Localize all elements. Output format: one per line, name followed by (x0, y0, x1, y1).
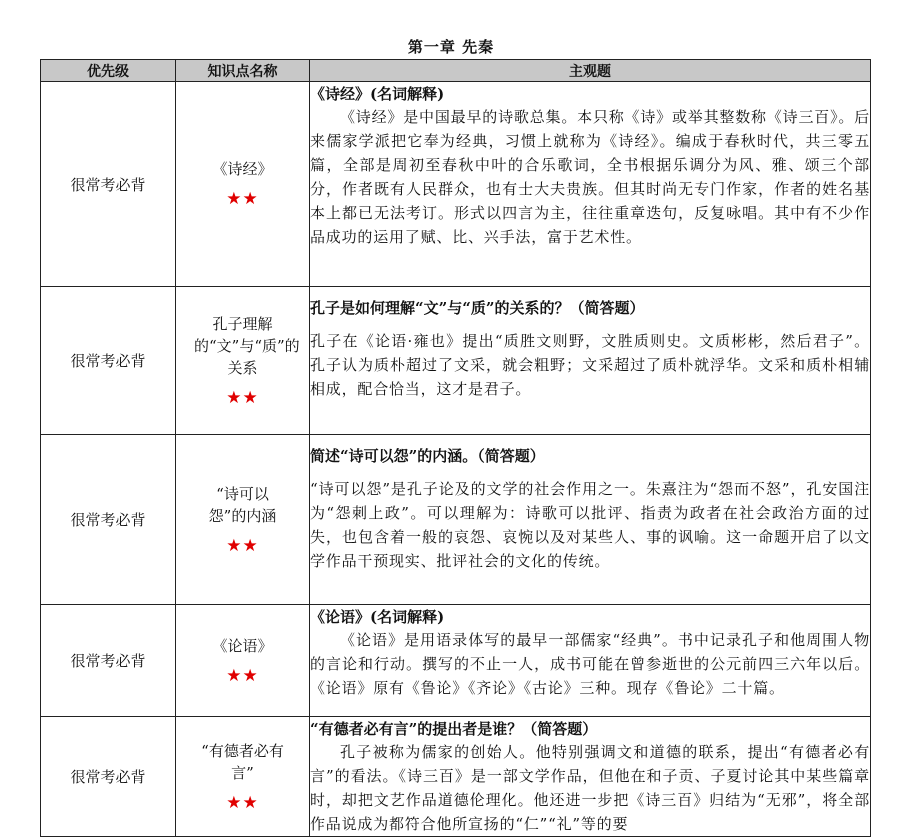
question-title: 《诗经》(名词解释) (310, 85, 445, 103)
star-rating: ★★ (226, 189, 259, 209)
knowledge-table (40, 59, 871, 837)
header-subjective: 主观题 (310, 60, 871, 82)
table-row (41, 605, 871, 717)
chapter-title: 第一章 先秦 (407, 38, 495, 56)
topic-cell (176, 435, 310, 605)
table-row (41, 287, 871, 435)
topic-name: “诗可以怨”的内涵 (208, 484, 277, 525)
priority-cell: 很常考必背 (41, 82, 176, 287)
star-rating: ★★ (226, 387, 259, 408)
topic-name: 《论语》 (212, 636, 273, 655)
star-rating: ★★ (226, 665, 259, 686)
table-row (41, 435, 871, 605)
header-topic: 知识点名称 (176, 60, 310, 82)
star-rating: ★★ (226, 535, 259, 556)
content-cell (310, 717, 871, 837)
table-header-row (41, 60, 871, 82)
topic-name: 《诗经》 (212, 160, 273, 178)
answer-text: 孔子在《论语·雍也》提出“质胜文则野，文胜质则史。文质彬彬，然后君子”。 孔子认为质朴超过了文采，就会粗野；文采超过了质朴就浮华。文采和质朴相辅相成，配合恰当，这才是君子。 (310, 332, 870, 398)
question-title: 《论语》(名词解释) (310, 608, 445, 626)
content-cell (310, 287, 871, 435)
topic-cell (176, 82, 310, 287)
priority-cell: 很常考必背 (41, 435, 176, 605)
topic-name: “有德者必有言” (201, 741, 284, 782)
topic-cell (176, 287, 310, 435)
answer-text: 《论语》是用语录体写的最早一部儒家“经典”。书中记录孔子和他周围人物的言论和行动。撰写的不止一人，成书可能在曾参逝世的公元前四三六年以后。《论语》原有《鲁论》《齐论》《古论》三种。现存《鲁论》二十篇。 (310, 631, 870, 697)
priority-cell: 很常考必背 (41, 287, 176, 435)
star-rating: ★★ (226, 792, 259, 813)
topic-cell (176, 717, 310, 837)
header-priority: 优先级 (41, 60, 176, 82)
question-title: 孔子是如何理解“文”与“质”的关系的？（简答题） (310, 299, 645, 317)
content-cell (310, 605, 871, 717)
answer-text: 《诗经》是中国最早的诗歌总集。本只称《诗》或举其整数称《诗三百》。后来儒家学派把它奉为经典，习惯上就称为《诗经》。编成于春秋时代，共三零五篇，全部是周初至春秋中叶的合乐歌词，全书根据乐调分为风、雅、颂三个部分，作者既有人民群众，也有士大夫贵族。但其时尚无专门作家，作者的姓名基本上都已无法考订。形式以四言为主，往往重章迭句，反复咏唱。其中有不少作品成功的运用了赋、比、兴手法，富于艺术性。 (310, 108, 870, 246)
table-row (41, 82, 871, 287)
answer-text: “诗可以怨”是孔子论及的文学的社会作用之一。朱熹注为“怨而不怒”，孔安国注为“怨刺上政”。可以理解为：诗歌可以批评、指责为政者在社会政治方面的过失，也包含着一般的哀怨、哀惋以及对某些人、事的讽喻。这一命题开启了以文学作品干预现实、批评社会的文化的传统。 (310, 480, 870, 570)
priority-cell: 很常考必背 (41, 717, 176, 837)
priority-cell: 很常考必背 (41, 605, 176, 717)
table-row (41, 717, 871, 837)
topic-cell (176, 605, 310, 717)
question-title: “有德者必有言”的提出者是谁？（简答题） (310, 720, 598, 738)
content-cell (310, 82, 871, 287)
question-title: 简述“诗可以怨”的内涵。（简答题） (310, 447, 545, 465)
content-cell (310, 435, 871, 605)
topic-name: 孔子理解的“文”与“质”的关系 (194, 314, 300, 377)
answer-text: 孔子被称为儒家的创始人。他特别强调文和道德的联系，提出“有德者必有言”的看法。《诗三百》是一部文学作品，但他在和子贡、子夏讨论其中某些篇章时，却把文艺作品道德伦理化。他还进一步把《诗三百》归结为“无邪”，将全部作品说成为都符合他所宣扬的“仁”“礼”等的要 (310, 743, 870, 833)
